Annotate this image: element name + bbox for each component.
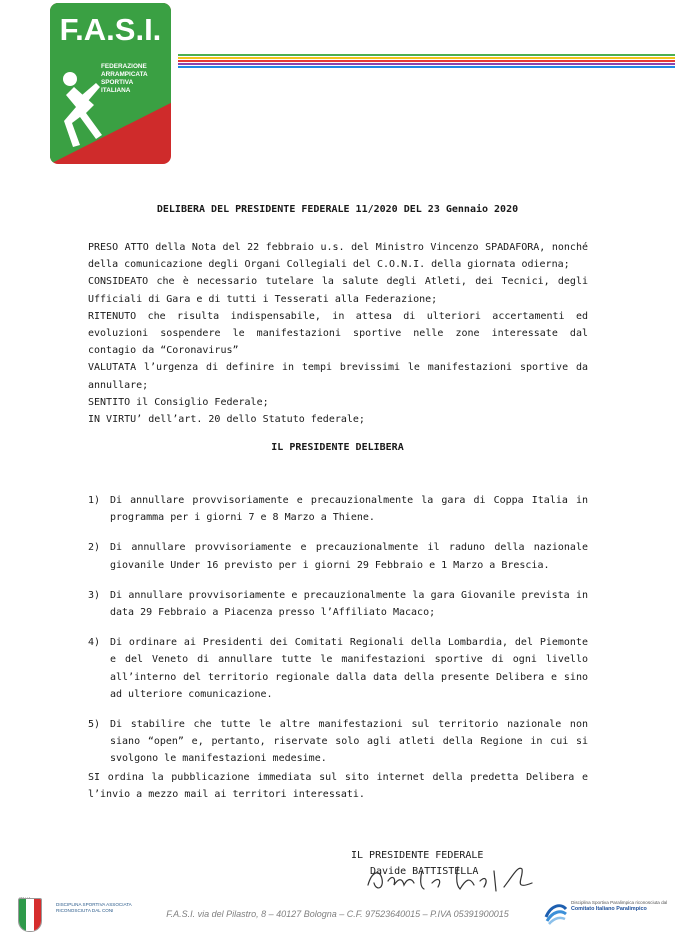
resolution-item xyxy=(88,492,588,526)
logo-federation-line: FEDERAZIONE xyxy=(101,63,147,70)
item-number: 2) xyxy=(88,542,101,554)
resolution-item xyxy=(88,634,588,703)
resolution-list xyxy=(88,492,588,781)
logo-brand: F.A.S.I. xyxy=(59,12,162,47)
paralimpico-recognition: Disciplina Sportiva Paralimpica riconosciuta dal xyxy=(571,900,668,905)
header-stripe xyxy=(178,54,675,56)
preamble-paragraph: SENTITO il Consiglio Federale; xyxy=(88,396,269,408)
fasi-logo xyxy=(50,3,171,164)
preamble-paragraph: PRESO ATTO della Nota del 22 febbraio u.s. del Ministro Vincenzo SPADAFORA, nonché della comunicazione degli Organi Collegiali del C.O.N.I. della giornata odierna; xyxy=(88,242,588,271)
header-stripe xyxy=(178,63,675,65)
climber-icon xyxy=(56,65,118,155)
footer-address: F.A.S.I. via del Pilastro, 8 – 40127 Bologna – C.F. 97523640015 – P.IVA 05391900015 xyxy=(166,909,509,919)
item-text: Di annullare provvisoriamente e precauzionalmente la gara di Coppa Italia in programma per i giorni 7 e 8 Marzo a Thiene. xyxy=(110,495,588,524)
preamble-paragraph: RITENUTO che risulta indispensabile, in attesa di ulteriori accertamenti ed evoluzioni sospendere le manifestazioni sportive nelle zone interessate dal contagio da “Coronavirus” xyxy=(88,310,588,357)
signature-name: Davide BATTISTELLA xyxy=(370,866,479,877)
section-heading: IL PRESIDENTE DELIBERA xyxy=(271,442,404,453)
paralimpico-logo xyxy=(543,895,673,935)
logo-federation-line: ITALIANA xyxy=(101,87,131,94)
header-stripe xyxy=(178,57,675,59)
item-number: 1) xyxy=(88,495,101,506)
logo-federation-line: SPORTIVA xyxy=(101,79,134,86)
signature-title: IL PRESIDENTE FEDERALE xyxy=(351,850,484,861)
header-stripes xyxy=(178,54,675,68)
item-text: Di ordinare ai Presidenti dei Comitati Regionali della Lombardia, del Piemonte e del Veneto di annullare tutte le manifestazioni sportive di ogni livello all’interno del territorio regionale dalla data della presente Delibera e sino ad ulteriore comunicazione. xyxy=(110,637,588,700)
paralimpico-text xyxy=(571,900,671,912)
preamble-paragraph: VALUTATA l’urgenza di definire in tempi brevissimi le manifestazioni sportive da annullare; xyxy=(88,362,588,391)
paralimpico-mark-icon xyxy=(543,899,569,925)
item-number: 4) xyxy=(88,637,101,649)
coni-recognition-text: DISCIPLINA SPORTIVA ASSOCIATA RICONOSCIUTA DAL CONI xyxy=(56,902,132,913)
header-stripe xyxy=(178,60,675,62)
preamble-paragraph: IN VIRTU’ dell’art. 20 dello Statuto federale; xyxy=(88,414,365,426)
item-text: Di annullare provvisoriamente e precauzionalmente il raduno della nazionale giovanile Under 16 previsto per i giorni 29 Febbraio e 1 Marzo a Brescia. xyxy=(110,542,588,571)
header-stripe xyxy=(178,66,675,68)
closing-paragraph: SI ordina la pubblicazione immediata sul sito internet della predetta Delibera e l’invio a mezzo mail ai territori interessati. xyxy=(88,772,588,801)
item-number: 5) xyxy=(88,719,101,731)
preamble xyxy=(88,239,588,428)
resolution-item xyxy=(88,539,588,573)
resolution-item xyxy=(88,716,588,768)
item-number: 3) xyxy=(88,589,101,601)
item-text: Di stabilire che tutte le altre manifestazioni sul territorio nazionale non siano “open” e, pertanto, riservate solo agli atleti della Regione in cui si svolgono le manifestazioni medesime. xyxy=(110,719,588,765)
paralimpico-name: Comitato Italiano Paralimpico xyxy=(571,906,647,912)
item-text: Di annullare provvisoriamente e precauzionalmente la gara Giovanile prevista in data 29 Febbraio a Piacenza presso l’Affiliato Macaco; xyxy=(110,589,588,619)
logo-federation-line: ARRAMPICATA xyxy=(101,71,148,78)
preamble-paragraph: CONSIDEATO che è necessario tutelare la salute degli Atleti, dei Tecnici, degli Ufficiali di Gara e di tutti i Tesserati alla Federazione; xyxy=(88,276,588,305)
document-title: DELIBERA DEL PRESIDENTE FEDERALE 11/2020 DEL 23 Gennaio 2020 xyxy=(156,204,519,215)
resolution-item xyxy=(88,587,588,621)
handwritten-signature xyxy=(362,857,542,897)
